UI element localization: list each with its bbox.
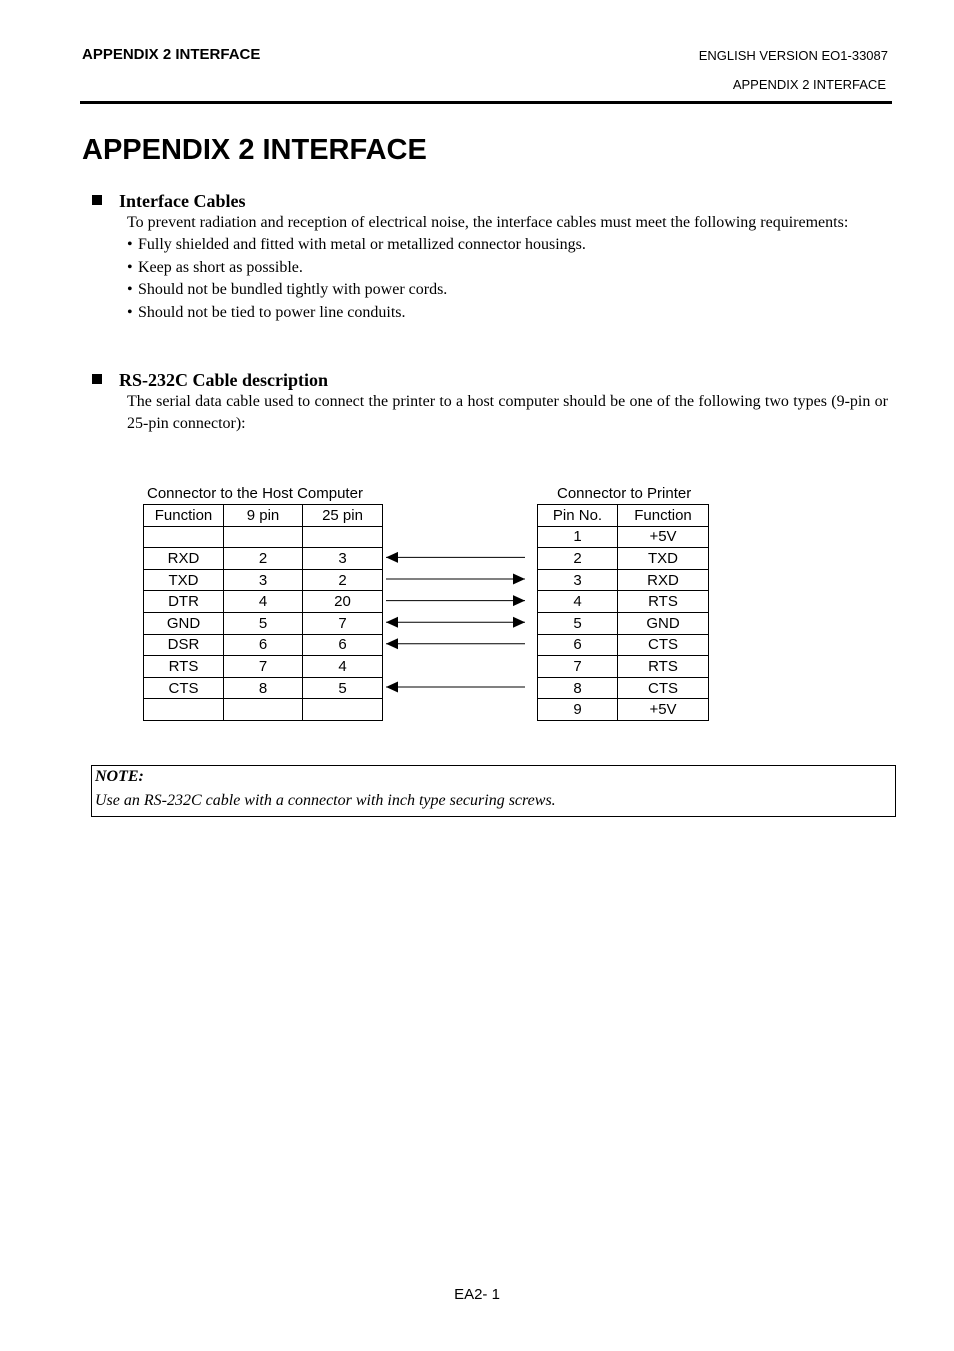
table-row: 4 RTS — [538, 591, 709, 613]
header-version: ENGLISH VERSION EO1-33087 — [698, 48, 888, 63]
rs232c-heading: RS-232C Cable description — [119, 370, 329, 390]
column-header: 9 pin — [224, 505, 303, 527]
table-row: RXD 2 3 — [144, 548, 383, 570]
printer-pin-table — [537, 504, 709, 721]
section-body — [127, 391, 888, 436]
page-title: APPENDIX 2 INTERFACE — [82, 134, 427, 166]
table-row: DSR 6 6 — [144, 634, 383, 656]
page-number: EA2- 1 — [454, 1286, 500, 1303]
note-text: Use an RS-232C cable with a connector with inch type securing screws. — [95, 792, 556, 809]
square-bullet-icon — [92, 374, 102, 384]
arrow-right-icon — [513, 574, 525, 585]
column-header: 25 pin — [303, 505, 383, 527]
interface-cables-intro: To prevent radiation and reception of electrical noise, the interface cables must meet the following requirements: — [127, 214, 849, 231]
arrow-right-icon — [513, 617, 525, 628]
list-item: • Should not be tied to power line conduits. — [127, 302, 888, 324]
host-connector-caption: Connector to the Host Computer — [147, 485, 363, 502]
table-header-row — [144, 505, 383, 527]
table-row: 5 GND — [538, 612, 709, 634]
list-item: • Fully shielded and fitted with metal or metallized connector housings. — [127, 234, 888, 256]
table-row: 9 +5V — [538, 699, 709, 721]
column-header: Function — [618, 505, 709, 527]
table-row: 1 +5V — [538, 526, 709, 548]
section-body — [127, 212, 888, 324]
table-row: 2 TXD — [538, 548, 709, 570]
bullet-dot-icon: • — [127, 258, 133, 276]
table-row: GND 5 7 — [144, 612, 383, 634]
arrow-left-icon — [386, 617, 398, 628]
bullet-dot-icon: • — [127, 236, 133, 254]
note-title: NOTE: — [95, 768, 144, 785]
header-section: APPENDIX 2 INTERFACE — [732, 77, 886, 92]
table-row: 6 CTS — [538, 634, 709, 656]
table-row: CTS 8 5 — [144, 677, 383, 699]
note-box — [91, 765, 896, 817]
table-row: RTS 7 4 — [144, 656, 383, 678]
header-left-title: APPENDIX 2 INTERFACE — [82, 46, 261, 63]
arrow-right-icon — [513, 595, 525, 606]
section-heading — [92, 369, 888, 391]
interface-cables-heading: Interface Cables — [119, 191, 246, 211]
header-rule — [80, 101, 892, 104]
rs232c-intro: The serial data cable used to connect the printer to a host computer should be one of the following two types (9-pin or 25-pin connector): — [127, 393, 888, 433]
table-header-row — [538, 505, 709, 527]
arrow-left-icon — [386, 638, 398, 649]
table-row: DTR 4 20 — [144, 591, 383, 613]
requirements-list — [127, 234, 888, 324]
host-pin-table — [143, 504, 383, 721]
wiring-arrows — [382, 525, 537, 721]
list-item: • Should not be bundled tightly with power cords. — [127, 279, 888, 301]
table-row — [144, 526, 383, 548]
table-row: 7 RTS — [538, 656, 709, 678]
bullet-dot-icon: • — [127, 281, 133, 299]
arrow-left-icon — [386, 552, 398, 563]
printer-connector-caption: Connector to Printer — [557, 485, 692, 502]
column-header: Pin No. — [538, 505, 618, 527]
section-heading — [92, 190, 888, 212]
table-row: 3 RXD — [538, 569, 709, 591]
bullet-dot-icon: • — [127, 303, 133, 321]
table-row: TXD 3 2 — [144, 569, 383, 591]
list-item: • Keep as short as possible. — [127, 257, 888, 279]
table-row — [144, 699, 383, 721]
arrow-left-icon — [386, 682, 398, 693]
square-bullet-icon — [92, 195, 102, 205]
column-header: Function — [144, 505, 224, 527]
table-row: 8 CTS — [538, 677, 709, 699]
section-interface-cables — [92, 190, 888, 324]
section-rs232c — [92, 369, 888, 436]
